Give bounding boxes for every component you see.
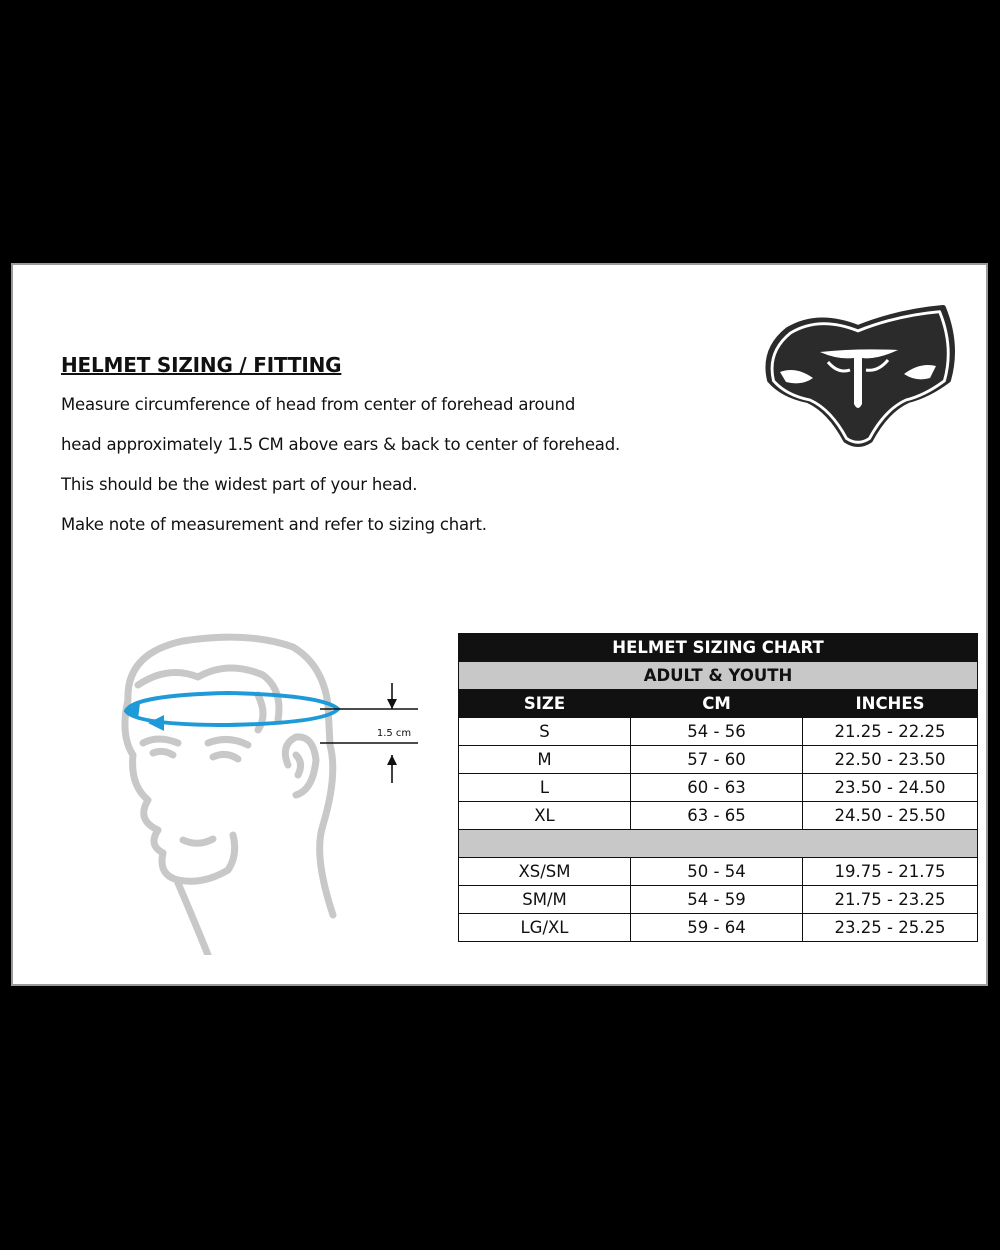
measure-label: 1.5 cm (376, 728, 412, 739)
instruction-line: Measure circumference of head from center of forehead around (61, 395, 576, 414)
cm-cell: 54 - 59 (631, 886, 803, 914)
size-cell: M (459, 746, 631, 774)
table-row (459, 746, 978, 774)
column-header-inches: INCHES (803, 690, 978, 718)
instruction-line: This should be the widest part of your head. (61, 475, 418, 494)
inches-cell: 23.50 - 24.50 (803, 774, 978, 802)
size-cell: XS/SM (459, 858, 631, 886)
cm-cell: 57 - 60 (631, 746, 803, 774)
helmet-sizing-table (458, 633, 978, 942)
table-separator-row (459, 830, 978, 858)
size-cell: L (459, 774, 631, 802)
head-measurement-diagram (108, 625, 438, 955)
column-header-cm: CM (631, 690, 803, 718)
instruction-line: Make note of measurement and refer to sizing chart. (61, 515, 487, 534)
chart-group-label: ADULT & YOUTH (459, 662, 978, 690)
page-title: HELMET SIZING / FITTING (61, 353, 342, 377)
table-row (459, 858, 978, 886)
size-cell: XL (459, 802, 631, 830)
table-row (459, 774, 978, 802)
instruction-line: head approximately 1.5 CM above ears & back to center of forehead. (61, 435, 621, 454)
size-cell: SM/M (459, 886, 631, 914)
column-header-size: SIZE (459, 690, 631, 718)
cm-cell: 60 - 63 (631, 774, 803, 802)
fox-head-logo-icon (758, 300, 958, 450)
table-row (459, 886, 978, 914)
inches-cell: 21.25 - 22.25 (803, 718, 978, 746)
inches-cell: 22.50 - 23.50 (803, 746, 978, 774)
inches-cell: 24.50 - 25.50 (803, 802, 978, 830)
table-row (459, 914, 978, 942)
cm-cell: 59 - 64 (631, 914, 803, 942)
chart-title: HELMET SIZING CHART (459, 634, 978, 662)
inches-cell: 21.75 - 23.25 (803, 886, 978, 914)
table-row (459, 802, 978, 830)
inches-cell: 19.75 - 21.75 (803, 858, 978, 886)
cm-cell: 50 - 54 (631, 858, 803, 886)
size-cell: LG/XL (459, 914, 631, 942)
inches-cell: 23.25 - 25.25 (803, 914, 978, 942)
size-cell: S (459, 718, 631, 746)
cm-cell: 54 - 56 (631, 718, 803, 746)
table-row (459, 718, 978, 746)
sizing-card (11, 263, 988, 986)
cm-cell: 63 - 65 (631, 802, 803, 830)
